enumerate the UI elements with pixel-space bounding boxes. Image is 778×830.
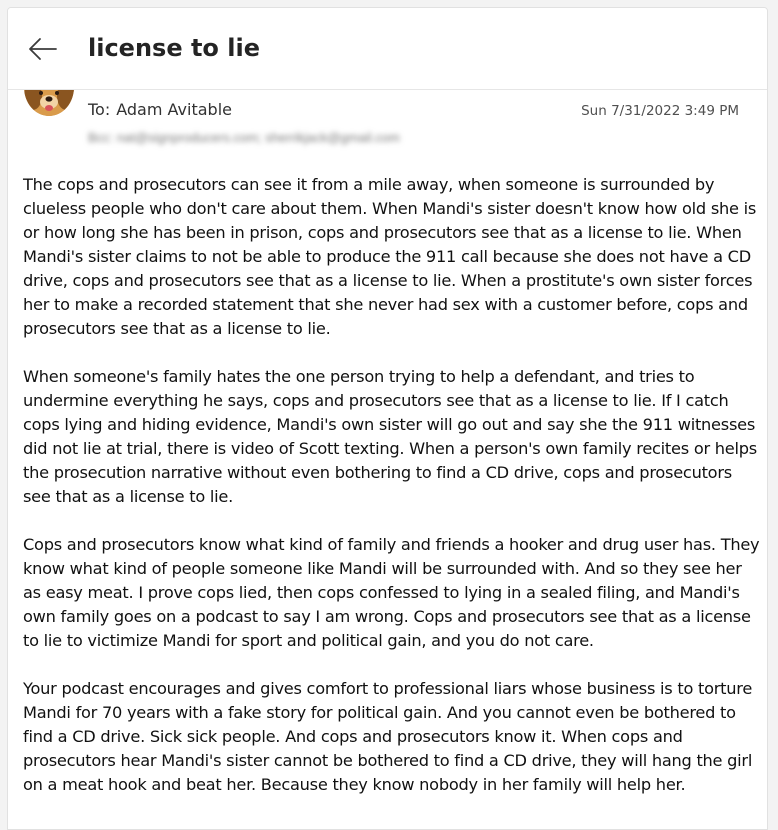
body-paragraph: Your podcast encourages and gives comfort to professional liars whose business is to torture Mandi for 70 years with a fake story for political gain. And you cannot even be bothered to find a CD drive. Sick sick people. And cops and prosecutors know it. When cops and prosecutors hear Mandi's sister cannot be bothered to find a CD drive, they will hang the girl on a meat hook and beat her. Because they know nobody in her family will help her. xyxy=(23,679,753,794)
message-reading-pane xyxy=(7,7,768,830)
body-paragraph: Cops and prosecutors know what kind of family and friends a hooker and drug user has. They know what kind of people someone like Mandi will be surrounded with. And so they see her as easy meat. I prove cops lied, then cops confessed to lying in a sealed filing, and Mandi's own family goes on a podcast to say I am wrong. Cops and prosecutors see that as a license to lie to victimize Mandi for sport and political gain, and you do not care. xyxy=(23,535,760,650)
back-button[interactable] xyxy=(26,34,60,64)
message-header xyxy=(8,8,767,90)
arrow-left-icon xyxy=(26,34,60,64)
bcc-recipients-redacted: Bcc: nat@signproducers.com; sherrikjack@gmail.com xyxy=(88,130,400,145)
message-subject: license to lie xyxy=(88,34,261,62)
message-timestamp: Sun 7/31/2022 3:49 PM xyxy=(581,103,739,119)
body-paragraph: The cops and prosecutors can see it from a mile away, when someone is surrounded by clueless people who don't care about them. When Mandi's sister doesn't know how old she is or how long she has been in prison, cops and prosecutors see that as a license to lie. When Mandi's sister claims to not be able to produce the 911 call because she does not have a CD drive, cops and prosecutors see that as a license to lie. When a prostitute's own sister forces her to make a recorded statement that she never had sex with a customer before, cops and prosecutors see that as a license to lie. xyxy=(23,175,757,338)
recipient-row xyxy=(88,100,232,119)
message-body xyxy=(23,173,763,821)
to-label: To: xyxy=(88,100,111,119)
body-paragraph: When someone's family hates the one person trying to help a defendant, and tries to undermine everything he says, cops and prosecutors see that as a license to lie. If I catch cops lying and hiding evidence, Mandi's own sister will go out and say she the 911 witnesses did not lie at trial, there is video of Scott texting. When a person's own family recites or helps the prosecution narrative without even bothering to find a CD drive, cops and prosecutors see that as a license to lie. xyxy=(23,367,757,506)
recipient-name[interactable]: Adam Avitable xyxy=(116,100,232,119)
